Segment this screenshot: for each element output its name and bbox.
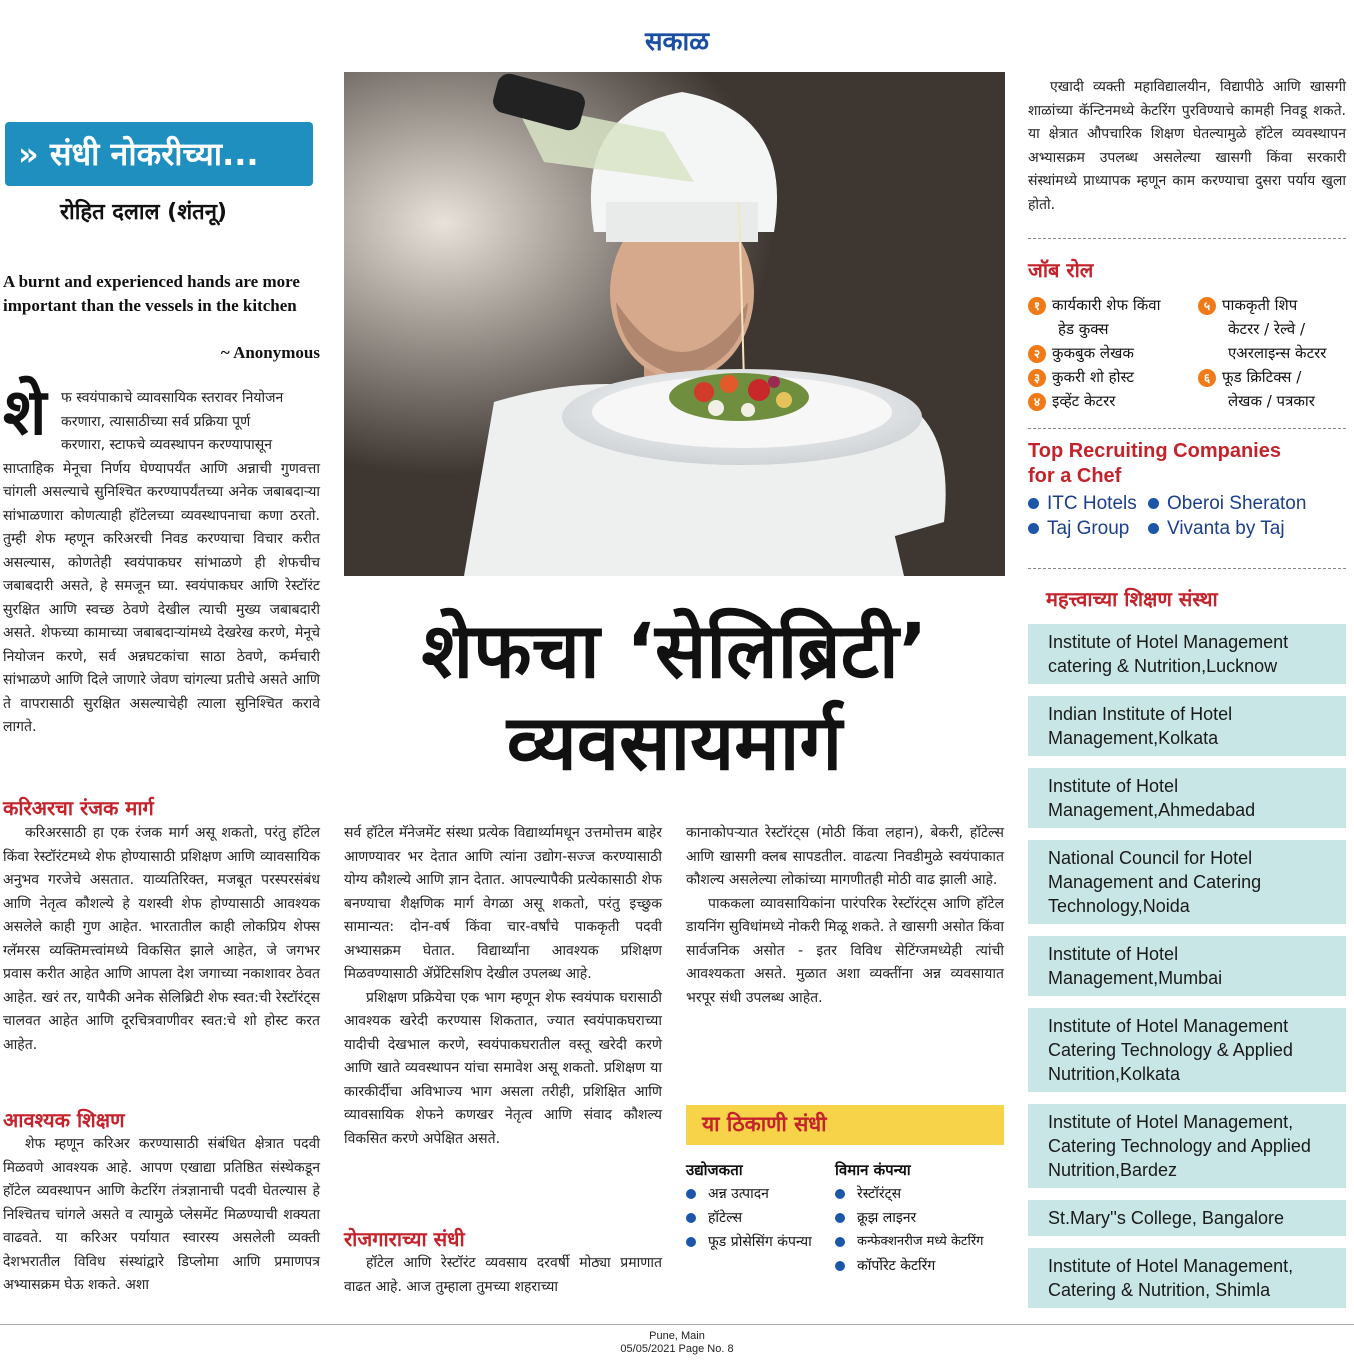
education-heading: आवश्यक शिक्षण xyxy=(3,1108,125,1132)
headline-line-2: व्यवसायमार्ग xyxy=(506,698,843,787)
institute-item: Indian Institute of Hotel Management,Kolkata xyxy=(1028,696,1346,756)
number-badge-icon: २ xyxy=(1028,345,1046,363)
institute-item: Institute of Hotel Management,Mumbai xyxy=(1028,936,1346,996)
institute-item: Institute of Hotel Management, Catering & Nutrition, Shimla xyxy=(1028,1248,1346,1308)
institute-item: St.Mary''s College, Bangalore xyxy=(1028,1200,1346,1236)
drop-cap: शे xyxy=(3,376,47,450)
institute-item: Institute of Hotel Management,Ahmedabad xyxy=(1028,768,1346,828)
banner-title: » संधी नोकरीच्या... xyxy=(18,135,259,173)
number-badge-icon: १ xyxy=(1028,297,1046,315)
institutes-title: महत्त्वाच्या शिक्षण संस्था xyxy=(1046,587,1218,611)
list-item: रेस्टॉरंट्स xyxy=(835,1182,1010,1206)
right-column xyxy=(686,822,1004,1010)
bullet-icon xyxy=(835,1213,845,1223)
company-item: Vivanta by Taj xyxy=(1148,516,1348,541)
career-paragraph: करिअरसाठी हा एक रंजक मार्ग असू शकतो, परंतु हॉटेल किंवा रेस्टॉरंटमध्ये शेफ होण्यासाठी प्रशिक्षण आणि व्यावसायिक अनुभव गरजेचे असतात. याव्यतिरिक्त, मजबूत परस्परसंबंध आणि नेतृत्व कौशल्ये हे यशस्वी शेफ होण्यासाठी आवश्यक असलेले काही गुण आहेत. भारतातील काही लोकप्रिय शेफ्स ग्लॅमरस व्यक्तिमत्त्वांमध्ये विकसित झाले आहेत, जे जगभर प्रवास करीत आहेत आणि आपला देश जगाच्या नकाशावर ठेवत आहेत. खरं तर, यापैकी अनेक सेलिब्रिटी शेफ स्वत:ची रेस्टॉरंट्स चालवत आहेत आणि दूरचित्रवाणीवर स्वत:चे शो होस्ट करत आहेत. xyxy=(3,825,320,1053)
number-badge-icon: ५ xyxy=(1198,297,1216,315)
masthead: सकाळ xyxy=(644,27,710,57)
middle-paragraph-2: प्रशिक्षण प्रक्रियेचा एक भाग म्हणून शेफ स्वयंपाक घरासाठी आवश्यक खरेदी करण्यास शिकतात, ज्यात स्वयंपाकघराच्या यादीची देखभाल करणे, स्वयंपाकघरातील वस्तू खरेदी करणे आणि खाते व्यवस्थापन यांचा समावेश असू शकतो. प्रशिक्षण या कारकीर्दीचा अविभाज्य भाग असला तरीही, प्रशिक्षित आणि व्यावसायिक शेफने कणखर नेतृत्व आणि संवाद कौशल्य विकसित करणे अपेक्षित असते. xyxy=(344,989,662,1147)
chef-photo xyxy=(344,72,1005,576)
page-footer xyxy=(0,1330,1354,1356)
bullet-icon xyxy=(1148,523,1159,534)
jobs-heading: रोजगाराच्या संधी xyxy=(344,1227,465,1251)
right-paragraph-1: कानाकोपऱ्यात रेस्टॉरंट्स (मोठी किंवा लहान), बेकरी, हॉटेल्स आणि खासगी क्लब सापडतील. वाढत्या निवडीमुळे स्वयंपाकात कौशल्य असलेल्या लोकांच्या मागणीतही मोठी वाढ झाली आहे. xyxy=(686,825,1004,888)
job-role-item: ५ पाककृती शिप xyxy=(1198,293,1348,317)
job-role-line: लेखक / पत्रकार xyxy=(1228,392,1315,410)
bullet-icon xyxy=(1028,523,1039,534)
epigraph-quote: A burnt and experienced hands are more important than the vessels in the kitchen xyxy=(3,272,300,315)
companies-title xyxy=(1028,439,1281,489)
chef-illustration xyxy=(344,72,1005,576)
divider xyxy=(1028,238,1346,239)
middle-column xyxy=(344,822,662,1151)
opportunities-col-1-heading: उद्योजकता xyxy=(686,1161,743,1179)
job-role-item: ३ कुकरी शो होस्ट xyxy=(1028,365,1198,389)
job-roles-title: जॉब रोल xyxy=(1028,258,1094,282)
career-heading: करिअरचा रंजक मार्ग xyxy=(3,796,154,820)
companies-title-line-2: for a Chef xyxy=(1028,465,1122,487)
career-body xyxy=(3,822,320,1057)
companies-right xyxy=(1148,491,1348,541)
job-role-item: २ कुकबुक लेखक xyxy=(1028,341,1198,365)
intro-line: करणारा, स्टाफचे व्यवस्थापन करण्यापासून xyxy=(61,437,273,453)
middle-paragraph-1: सर्व हॉटेल मॅनेजमेंट संस्था प्रत्येक विद्यार्थ्यामधून उत्तमोत्तम बाहेर आणण्यावर भर देतात आणि त्यांना उद्योग-सज्ज करण्यासाठी योग्य कौशल्ये आणि ज्ञान देतात. आपल्यापैकी प्रत्येकासाठी शेफ बनण्याचा शैक्षणिक मार्ग वेगळा असू शकतो, परंतु इच्छुक सामान्यत: दोन-वर्ष किंवा चार-वर्षांचे पाककृती पदवी अभ्यासक्रम घेतात. विद्यार्थ्यांना आवश्यक प्रशिक्षण मिळवण्यासाठी ॲप्रेंटिसशिप देखील उपलब्ध आहे. xyxy=(344,825,662,982)
institute-item: Institute of Hotel Management catering & Nutrition,Lucknow xyxy=(1028,624,1346,684)
list-item: क्रूझ लाइनर xyxy=(835,1206,1010,1230)
education-body xyxy=(3,1133,320,1298)
bullet-icon xyxy=(686,1189,696,1199)
intro-line: करणारा, त्यासाठीच्या सर्व प्रक्रिया पूर्ण xyxy=(61,413,251,430)
footer-date-page: 05/05/2021 Page No. 8 xyxy=(620,1343,734,1355)
sidebar-top-text xyxy=(1028,76,1346,217)
list-item: अन्न उत्पादन xyxy=(686,1182,836,1206)
bullet-icon xyxy=(686,1237,696,1247)
bullet-icon xyxy=(686,1213,696,1223)
institute-item: Institute of Hotel Management Catering Technology & Applied Nutrition,Kolkata xyxy=(1028,1008,1346,1092)
institute-item: National Council for Hotel Management and Catering Technology,Noida xyxy=(1028,840,1346,924)
list-item: हॉटेल्स xyxy=(686,1206,836,1230)
company-item: Taj Group xyxy=(1028,516,1148,541)
intro-body: साप्ताहिक मेनूचा निर्णय घेण्यापर्यंत आणि अन्नाची गुणवत्ता चांगली असल्याचे सुनिश्चित करण्यापर्यंतच्या अनेक जबाबदाऱ्या सांभाळणारा कोणत्याही हॉटेलच्या व्यवस्थापनाचा कणा ठरतो. तुम्ही शेफ म्हणून करिअरची निवड करण्याचा विचार करीत असल्यास, कोणतेही स्वयंपाकघर सांभाळणे ही शेफचीच जबाबदारी असते, हे समजून घ्या. स्वयंपाकघर आणि रेस्टॉरंट सुरक्षित आणि स्वच्छ ठेवणे देखील त्याची मुख्य जबाबदारी असते. शेफच्या कामाच्या जबाबदाऱ्यांमध्ये देखरेख करणे, मेनूचे नियोजन करणे, सर्व अन्नघटकांचा साठा ठेवणे, कर्मचारी सांभाळणे आणि दिले जाणारे जेवण चांगल्या प्रतीचे असते आणि ते वापरासाठी सुरक्षित असल्याचेही त्याला सुनिश्चित करावे लागते. xyxy=(3,460,320,735)
intro-line: फ स्वयंपाकाचे व्यावसायिक स्तरावर नियोजन xyxy=(61,390,284,406)
footer-edition: Pune, Main xyxy=(649,1330,705,1342)
bullet-icon xyxy=(835,1237,845,1247)
epigraph-attribution: ~ Anonymous xyxy=(220,343,320,362)
job-role-item: ६ फूड क्रिटिक्स / xyxy=(1198,365,1348,389)
institute-item: Institute of Hotel Management, Catering Technology and Applied Nutrition,Bardez xyxy=(1028,1104,1346,1188)
opportunities-col-2 xyxy=(835,1158,1010,1278)
number-badge-icon: ६ xyxy=(1198,369,1216,387)
number-badge-icon: ३ xyxy=(1028,369,1046,387)
companies-left xyxy=(1028,491,1148,541)
opportunities-col-1 xyxy=(686,1158,836,1254)
intro-paragraph xyxy=(3,387,320,740)
list-item: फूड प्रोसेसिंग कंपन्या xyxy=(686,1230,836,1254)
right-paragraph-2: पाककला व्यावसायिकांना पारंपरिक रेस्टॉरंट्स आणि हॉटेल डायनिंग सुविधांमध्ये नोकरी मिळू शकते. ते खासगी असोत किंवा सार्वजनिक असोत - इतर विविध सेटिंग्जमध्येही त्यांची आवश्यकता असते. मुळात अशा व्यक्तींना अन्न व्यवसायात भरपूर संधी उपलब्ध आहेत. xyxy=(686,895,1004,1006)
job-role-item: ४ इव्हेंट केटरर xyxy=(1028,389,1198,413)
divider xyxy=(1028,428,1346,429)
headline-line-1: शेफचा ‘सेलिब्रिटी’ xyxy=(421,606,928,695)
company-item: Oberoi Sheraton xyxy=(1148,491,1348,516)
job-role-item: १ कार्यकारी शेफ किंवा xyxy=(1028,293,1198,317)
list-item: कॉर्पोरेट केटरिंग xyxy=(835,1254,1010,1278)
job-role-line: केटरर / रेल्वे / xyxy=(1228,320,1306,338)
bullet-icon xyxy=(1028,498,1039,509)
bullet-icon xyxy=(835,1189,845,1199)
divider xyxy=(1028,568,1346,569)
job-roles-right xyxy=(1198,293,1348,413)
jobs-paragraph: हॉटेल आणि रेस्टॉरंट व्यवसाय दरवर्षी मोठ्या प्रमाणात वाढत आहे. आज तुम्हाला तुमच्या शहराच्या xyxy=(344,1255,662,1295)
job-role-line: हेड कुक्स xyxy=(1058,320,1109,338)
companies-title-line-1: Top Recruiting Companies xyxy=(1028,440,1281,462)
number-badge-icon: ४ xyxy=(1028,393,1046,411)
main-headline xyxy=(344,605,1005,789)
opportunities-col-2-heading: विमान कंपन्या xyxy=(835,1161,911,1179)
job-roles-left xyxy=(1028,293,1198,413)
jobs-body xyxy=(344,1252,662,1299)
list-item: कन्फेक्शनरीज मध्ये केटरिंग xyxy=(835,1230,1010,1254)
job-role-line: एअरलाइन्स केटरर xyxy=(1228,344,1327,362)
opportunities-title: या ठिकाणी संधी xyxy=(702,1112,827,1136)
bullet-icon xyxy=(1148,498,1159,509)
bullet-icon xyxy=(835,1261,845,1271)
sidebar-top-paragraph: एखादी व्यक्ती महाविद्यालयीन, विद्यापीठे आणि खासगी शाळांच्या कॅन्टिनमध्ये केटरिंग पुरविण्याचे कामही निवडू शकते. या क्षेत्रात औपचारिक शिक्षण घेतल्यामुळे हॉटेल व्यवस्थापन अभ्यासक्रम उपलब्ध असलेल्या खासगी किंवा सरकारी संस्थांमध्ये प्राध्यापक म्हणून काम करण्याचा दुसरा पर्याय खुला होतो. xyxy=(1028,79,1346,213)
company-item: ITC Hotels xyxy=(1028,491,1148,516)
education-paragraph: शेफ म्हणून करिअर करण्यासाठी संबंधित क्षेत्रात पदवी मिळवणे आवश्यक आहे. आपण एखाद्या प्रतिष्ठित संस्थेकडून हॉटेल व्यवस्थापन आणि केटरिंग तंत्रज्ञानाची पदवी घेतल्यास हे निश्चितच चांगले असते व त्यामुळे प्लेसमेंट मिळण्याची शक्यता वाढवते. या करिअर पर्यायात स्वारस्य असलेली व्यक्ती देशभरातील विविध संस्थांद्वारे डिप्लोमा आणि प्रमाणपत्र अभ्यासक्रम घेऊ शकते. अशा xyxy=(3,1136,320,1293)
page-bottom-rule xyxy=(0,1324,1354,1325)
author-byline: रोहित दलाल (शंतनू) xyxy=(60,200,227,225)
